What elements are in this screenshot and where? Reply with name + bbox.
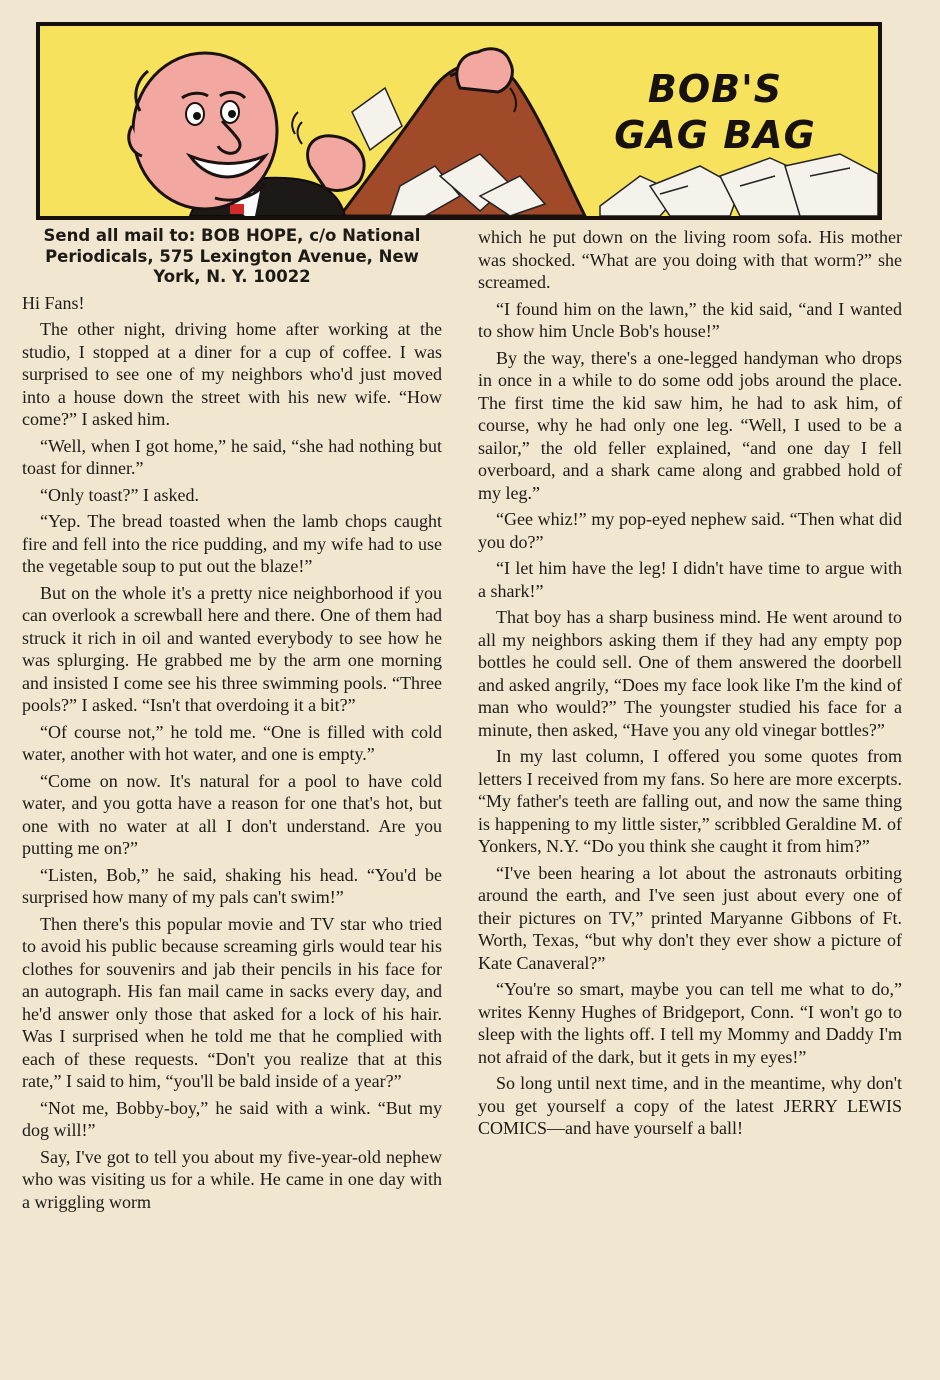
paragraph: “Listen, Bob,” he said, shaking his head. “You'd be surprised how many of my pals can't swim!” [22, 864, 442, 907]
banner-title-line1: BOB'S [647, 67, 783, 111]
paragraph: “Gee whiz!” my pop-eyed nephew said. “Then what did you do?” [478, 509, 902, 552]
paragraph: By the way, there's a one-legged handyman who drops in once in a while to do some odd jobs around the place. The first time the kid saw him, he had to ask him, of course, why he had only one leg. “Well, I used to be a sailor,” the old feller explained, “and one day I fell overboard, and a shark came along and grabbed hold of my leg.” [478, 347, 902, 503]
header-banner [36, 22, 882, 220]
paragraph: “I've been hearing a lot about the astronauts orbiting around the earth, and I've seen just about every one of their pictures on TV,” printed Maryanne Gibbons of Ft. Worth, Texas, “but why don't they ever show a picture of Kate Canaveral?” [478, 862, 902, 973]
paragraph: That boy has a sharp business mind. He went around to all my neighbors asking them if they had any empty pop bottles he could sell. One of them answered the doorbell and asked angrily, “Does my face look like I'm the kind of man who would?” The youngster studied his face for a minute, then asked, “Have you any old vinegar bottles?” [478, 607, 902, 740]
paragraph: “You're so smart, maybe you can tell me what to do,” writes Kenny Hughes of Bridgeport, Conn. “I won't go to sleep with the lights off. I tell my Mommy and Daddy I'm not afraid of the dark, but it gets in my eyes!” [478, 979, 902, 1067]
left-column [22, 226, 442, 1217]
mail-address: Send all mail to: BOB HOPE, c/o National Periodicals, 575 Lexington Avenue, New York, N. Y. 10022 [43, 226, 421, 286]
paragraph: “Only toast?” I asked. [40, 484, 199, 505]
banner-title [600, 66, 830, 158]
paragraph: “I let him have the leg! I didn't have time to argue with a shark!” [478, 558, 902, 601]
paragraph: which he put down on the living room sofa. His mother was shocked. “What are you doing with that worm?” she screamed. [478, 227, 902, 292]
paragraph: But on the whole it's a pretty nice neighborhood if you can overlook a screwball here and there. One of them had struck it rich in oil and wanted everybody to see how he was splurging. He grabbed me by the arm one morning and insisted I come see his three swimming pools. “Three pools?” I asked. “Isn't that overdoing it a bit?” [22, 582, 442, 715]
paragraph: “Not me, Bobby-boy,” he said with a wink. “But my dog will!” [22, 1097, 442, 1140]
paragraph: “Yep. The bread toasted when the lamb chops caught fire and fell into the rice pudding, and my wife had to use the vegetable soup to put out the blaze!” [22, 511, 442, 576]
raised-hand [457, 49, 512, 92]
paragraph: In my last column, I offered you some quotes from letters I received from my fans. So here are more excerpts. “My father's teeth are falling out, and now the same thing is happening to my little sister,” scribbled Geraldine M. of Yonkers, N.Y. “Do you think she caught it from him?” [478, 746, 902, 856]
paragraph: “Well, when I got home,” he said, “she had nothing but toast for dinner.” [22, 435, 442, 478]
paragraph: “Of course not,” he told me. “One is filled with cold water, another with hot water, and one is empty.” [22, 721, 442, 764]
paragraph: “Come on now. It's natural for a pool to have cold water, and you gotta have a reason for one that's hot, but one with no water at all I don't understand. Are you putting me on?” [22, 770, 442, 858]
banner-title-line2: GAG BAG [614, 113, 816, 157]
paragraph: The other night, driving home after working at the studio, I stopped at a diner for a cup of coffee. I was surprised to see one of my neighbors who'd just moved into a house down the street with his new wife. “How come?” I asked him. [22, 319, 442, 429]
right-column [478, 226, 902, 1144]
paragraph: “I found him on the lawn,” the kid said, “and I wanted to show him Uncle Bob's house!” [478, 298, 902, 341]
paragraph: So long until next time, and in the meantime, why don't you get yourself a copy of the latest JERRY LEWIS COMICS—and have yourself a ball! [478, 1073, 902, 1138]
letters-pile [600, 154, 878, 216]
paragraph: Say, I've got to tell you about my five-year-old nephew who was visiting us for a while. He came in one day with a wriggling worm [22, 1146, 442, 1212]
greeting: Hi Fans! [22, 292, 85, 313]
paragraph: Then there's this popular movie and TV star who tried to avoid his public because screaming girls would tear his clothes for souvenirs and jab their pencils in his face for an autograph. His fan mail came in sacks every day, and he'd answer only those that asked for a lock of his hair. Was I surprised when he told me that he complied with each of these requests. “Don't you realize that at this rate,” I said to him, “you'll be bald inside of a year?” [22, 913, 442, 1091]
